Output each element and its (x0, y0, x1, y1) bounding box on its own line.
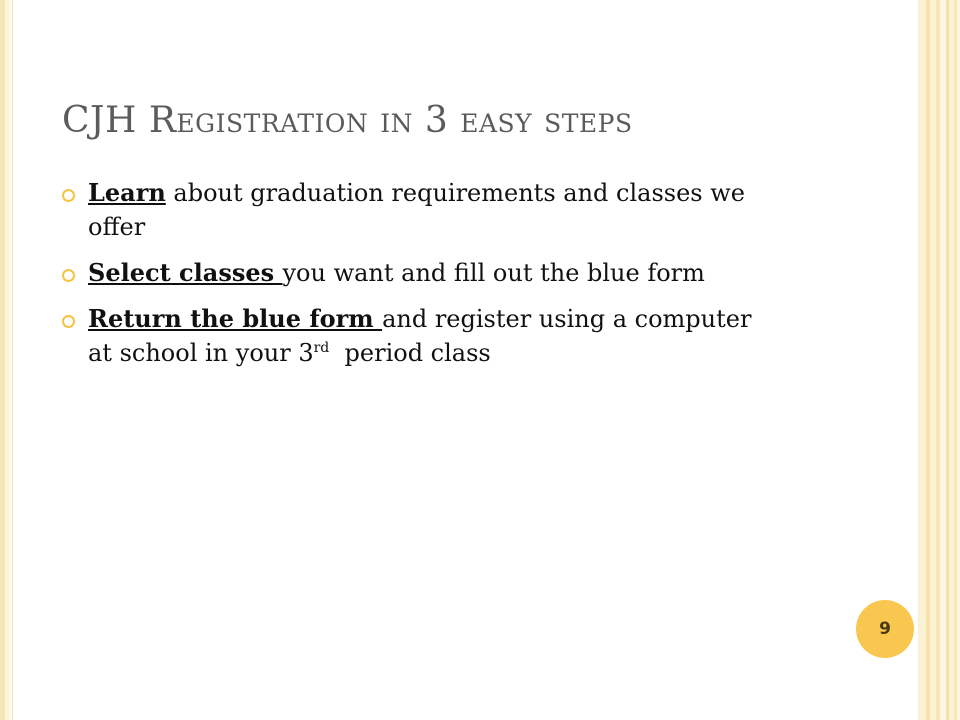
ordinal-superscript: rd (313, 340, 330, 356)
bullet-keyword: Return the blue form (88, 304, 383, 333)
page-number-badge: 9 (856, 600, 914, 658)
bullet-item (60, 256, 760, 290)
bullet-item (60, 176, 760, 244)
ring-bullet-icon (62, 189, 75, 202)
right-decorative-stripes (918, 0, 960, 720)
bullet-list (60, 176, 760, 382)
bullet-body: you want and fill out the blue form (282, 259, 705, 287)
ring-bullet-icon (62, 269, 75, 282)
bullet-body: about graduation requirements and classes we offer (88, 179, 745, 241)
bullet-suffix: period class (329, 339, 491, 367)
ring-bullet-icon (62, 315, 75, 328)
slide-title: CJH Registration in 3 easy steps (62, 100, 633, 141)
bullet-text (88, 305, 751, 367)
left-decorative-border (0, 0, 12, 720)
bullet-item (60, 302, 760, 370)
bullet-keyword: Learn (88, 178, 166, 207)
bullet-text (88, 259, 705, 287)
bullet-keyword: Select classes (88, 258, 283, 287)
bullet-text (88, 179, 745, 241)
bullet-body: and register using a computer at school in your 3 (88, 305, 752, 367)
